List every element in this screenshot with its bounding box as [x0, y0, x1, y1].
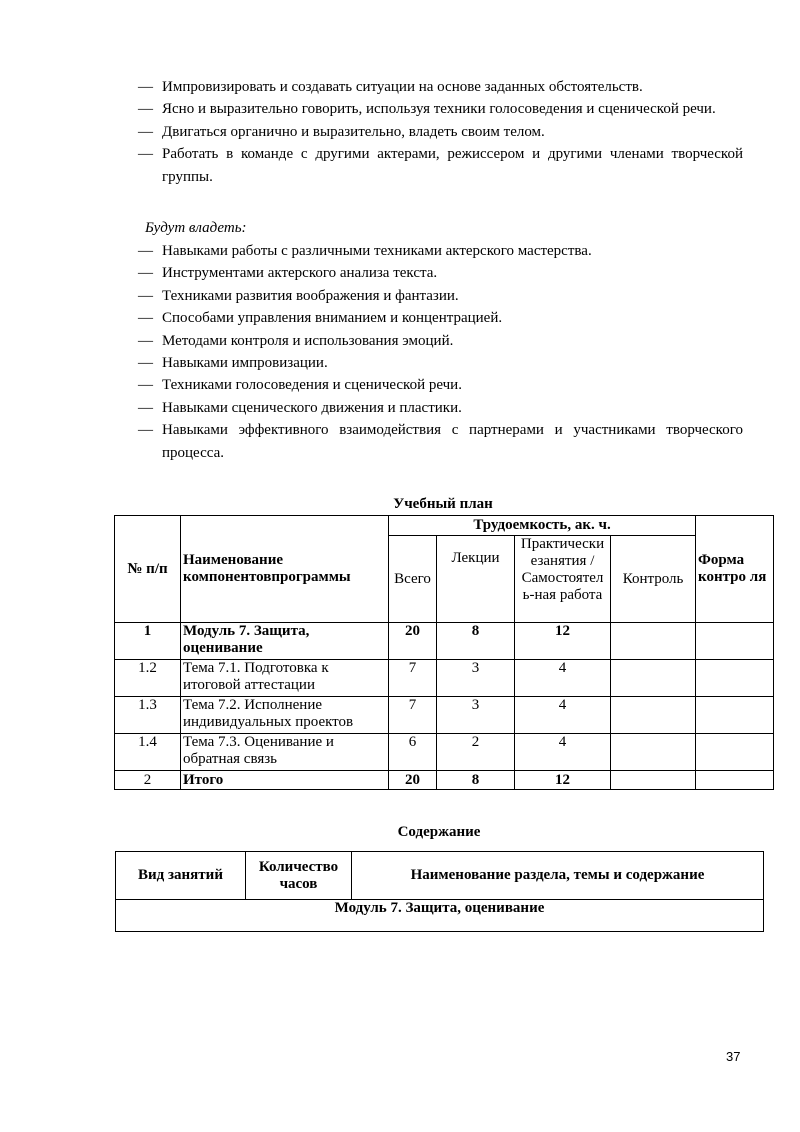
list-item-text: Техниками развития воображения и фантазии. [162, 287, 459, 304]
header-hours: Количество часов [246, 852, 352, 900]
cell-control [611, 734, 696, 771]
table-row [115, 734, 774, 771]
list-dash: — [138, 146, 153, 163]
cell-lectures: 2 [437, 734, 515, 771]
list-item-text: Инструментами актерского анализа текста. [162, 265, 438, 282]
header-type: Вид занятий [116, 852, 246, 900]
list-item [138, 76, 743, 98]
cell-total: 20 [389, 771, 437, 790]
list-item-text: Способами управления вниманием и концентрацией. [162, 310, 503, 327]
cell-practice: 12 [515, 623, 611, 660]
cell-name: Тема 7.2. Исполнение индивидуальных проектов [181, 697, 389, 734]
list-item-text: Импровизировать и создавать ситуации на основе заданных обстоятельств. [162, 79, 643, 95]
cell-name: Тема 7.3. Оценивание и обратная связь [181, 734, 389, 771]
list-dash: — [138, 399, 153, 416]
cell-name: Тема 7.1. Подготовка к итоговой аттестации [181, 660, 389, 697]
cell-control [611, 771, 696, 790]
list-dash: — [138, 332, 153, 349]
table-header-row [116, 852, 764, 900]
list-item [138, 374, 743, 396]
list-item [138, 262, 743, 284]
header-total: Всего [389, 536, 437, 623]
mastery-heading: Будут владеть: [145, 220, 247, 236]
list-item [138, 143, 743, 188]
list-dash: — [138, 422, 153, 439]
mastery-list [138, 240, 743, 464]
list-dash: — [138, 310, 153, 327]
list-item [138, 285, 743, 307]
header-section: Наименование раздела, темы и содержание [352, 852, 764, 900]
cell-form [696, 734, 774, 771]
skills-list [138, 76, 743, 188]
table-row [115, 660, 774, 697]
cell-name: Итого [181, 771, 389, 790]
list-item-text: Техниками голосоведения и сценической речи. [162, 377, 462, 394]
plan-caption: Учебный план [393, 496, 493, 512]
cell-lectures: 8 [437, 771, 515, 790]
header-practice: Практически езанятия / Самостоятел ь-ная работа [515, 536, 611, 623]
cell-total: 7 [389, 660, 437, 697]
header-name: Наименование компонентовпрограммы [181, 516, 389, 623]
list-item [138, 397, 743, 419]
list-item [138, 419, 743, 464]
list-dash: — [138, 243, 153, 259]
header-form: Форма контро ля [696, 516, 774, 623]
list-dash: — [138, 265, 153, 282]
cell-lectures: 3 [437, 697, 515, 734]
cell-practice: 4 [515, 660, 611, 697]
cell-lectures: 8 [437, 623, 515, 660]
list-item-text: Работать в команде с другими актерами, режиссером и другими членами творческой группы. [162, 146, 743, 185]
cell-practice: 4 [515, 697, 611, 734]
list-dash: — [138, 79, 153, 95]
list-item-text: Навыками сценического движения и пластики. [162, 399, 462, 416]
cell-control [611, 660, 696, 697]
list-item [138, 240, 743, 262]
table-row [116, 900, 764, 932]
module-title: Модуль 7. Защита, оценивание [116, 900, 764, 932]
cell-total: 7 [389, 697, 437, 734]
list-item-text: Двигаться органично и выразительно, владеть своим телом. [162, 123, 545, 140]
page-number: 37 [726, 1049, 741, 1064]
list-item [138, 121, 743, 143]
list-item-text: Навыками эффективного взаимодействия с партнерами и участниками творческого процесса. [162, 422, 743, 461]
header-control: Контроль [611, 536, 696, 623]
header-labor: Трудоемкость, ак. ч. [389, 516, 696, 536]
cell-control [611, 623, 696, 660]
cell-total: 6 [389, 734, 437, 771]
content-table [115, 851, 764, 932]
cell-name: Модуль 7. Защита, оценивание [181, 623, 389, 660]
cell-num: 1.3 [115, 697, 181, 734]
list-item-text: Ясно и выразительно говорить, используя техники голосоведения и сценической речи. [162, 101, 716, 118]
cell-num: 2 [115, 771, 181, 790]
table-row [115, 623, 774, 660]
cell-form [696, 697, 774, 734]
plan-table [114, 515, 774, 790]
list-item-text: Методами контроля и использования эмоций. [162, 332, 454, 349]
cell-lectures: 3 [437, 660, 515, 697]
content-caption: Содержание [397, 824, 481, 840]
cell-practice: 12 [515, 771, 611, 790]
cell-control [611, 697, 696, 734]
cell-num: 1.2 [115, 660, 181, 697]
cell-form [696, 623, 774, 660]
cell-num: 1.4 [115, 734, 181, 771]
cell-form [696, 771, 774, 790]
header-num: № п/п [115, 516, 181, 623]
list-dash: — [138, 355, 153, 372]
table-header-row [115, 516, 774, 536]
list-item [138, 307, 743, 329]
cell-practice: 4 [515, 734, 611, 771]
list-dash: — [138, 101, 153, 118]
list-dash: — [138, 123, 153, 140]
cell-total: 20 [389, 623, 437, 660]
table-row [115, 697, 774, 734]
header-lectures: Лекции [437, 536, 515, 623]
cell-num: 1 [115, 623, 181, 660]
list-dash: — [138, 377, 153, 394]
list-item [138, 98, 743, 120]
list-item-text: Навыками работы с различными техниками актерского мастерства. [162, 243, 592, 259]
list-dash: — [138, 287, 153, 304]
list-item [138, 352, 743, 374]
table-total-row [115, 771, 774, 790]
list-item [138, 330, 743, 352]
cell-form [696, 660, 774, 697]
list-item-text: Навыками импровизации. [162, 355, 328, 372]
